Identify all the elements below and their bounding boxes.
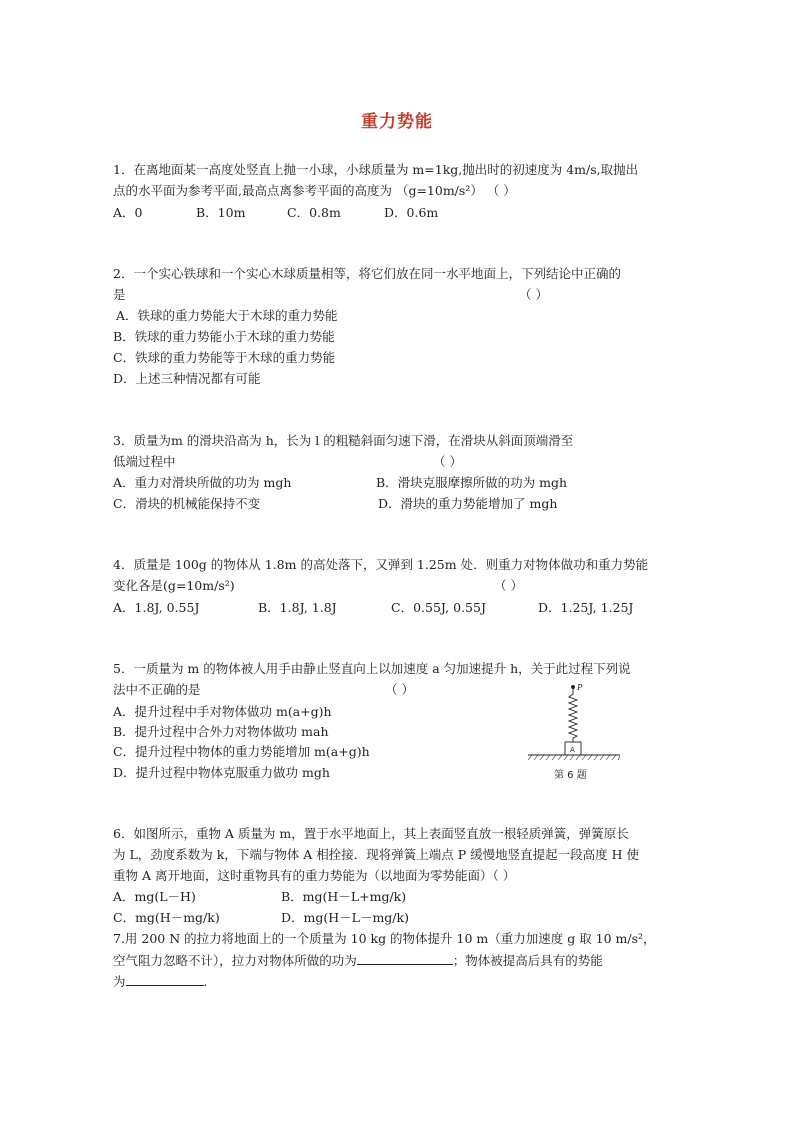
q7-work-blank[interactable] — [357, 952, 453, 965]
q1-stem-line2: 点的水平面为参考平面,最高点离参考平面的高度为 （g=10m/s²） （ ） — [113, 183, 516, 198]
q5-option-a: A．提升过程中手对物体做功 m(a+g)h — [113, 704, 332, 719]
q6-option-d: D．mg(H－L－mg/k) — [281, 910, 409, 925]
q5-stem-line1: 5．一质量为 m 的物体被人用手由静止竖直向上以加速度 a 匀加速提升 h，关于此过程下列说 — [113, 661, 631, 676]
spring — [569, 689, 577, 742]
q4-stem-line1: 4．质量是 100g 的物体从 1.8m 的高处落下，又弹到 1.25m 处．则重力对物体做功和重力势能 — [113, 557, 649, 572]
q3-option-d: D．滑块的重力势能增加了 mgh — [378, 496, 558, 511]
q4-stem-line2: 变化各是(g=10m/s²) — [113, 578, 235, 593]
block-a-label: A — [570, 746, 575, 754]
q1-stem-line1: 1．在离地面某一高度处竖直上抛一小球，小球质量为 m=1kg,抛出时的初速度为 4m/s,取抛出 — [113, 162, 639, 177]
q3-answer-paren: （ ） — [433, 454, 462, 469]
spring-block-figure — [528, 682, 624, 786]
q7-line3-text-a: 为 — [113, 974, 126, 989]
q6-option-a: A．mg(L－H) — [113, 889, 196, 904]
q7-line2-text-a: 空气阻力忽略不计），拉力对物体所做的功为 — [113, 953, 357, 968]
q7-line3-text-b: . — [203, 974, 208, 989]
q7-energy-blank[interactable] — [126, 973, 204, 986]
q2-option-d: D．上述三种情况都有可能 — [113, 371, 261, 386]
q7-stem-line3 — [113, 973, 208, 990]
q2-answer-paren: （ ） — [519, 287, 548, 302]
q1-option-a: A．0 — [113, 205, 143, 220]
q4-option-b: B．1.8J, 1.8J — [258, 600, 337, 615]
ground-hatching — [528, 755, 620, 760]
q2-stem-line1: 2．一个实心铁球和一个实心木球质量相等，将它们放在同一水平地面上，下列结论中正确的 — [113, 266, 621, 281]
q7-stem-line2 — [113, 952, 603, 969]
page-title: 重力势能 — [361, 112, 433, 132]
q7-stem-line1: 7.用 200 N 的拉力将地面上的一个质量为 10 kg 的物体提升 10 m（重力加速度 g 取 10 m/s²， — [113, 931, 656, 946]
q1-option-d: D．0.6m — [384, 205, 439, 220]
q6-stem-line2: 为 L，劲度系数为 k，下端与物体 A 相拴接．现将弹簧上端点 P 缓慢地竖直提起一段高度 H 使 — [113, 847, 640, 862]
q3-option-c: C．滑块的机械能保持不变 — [113, 496, 261, 511]
q5-answer-paren: （ ） — [385, 682, 414, 697]
q1-option-b: B．10m — [196, 205, 246, 220]
q6-option-c: C．mg(H－mg/k) — [113, 910, 220, 925]
q2-option-b: B．铁球的重力势能小于木球的重力势能 — [113, 329, 335, 344]
q6-option-b: B．mg(H－L+mg/k) — [281, 889, 407, 904]
point-p-marker — [571, 685, 575, 689]
q5-option-c: C．提升过程中物体的重力势能增加 m(a+g)h — [113, 744, 370, 759]
q1-option-c: C．0.8m — [287, 205, 341, 220]
q3-option-b: B．滑块克服摩擦所做的功为 mgh — [376, 475, 568, 490]
q3-stem-line1: 3．质量为m 的滑块沿高为 h，长为 l 的粗糙斜面匀速下滑，在滑块从斜面顶端滑至 — [113, 433, 574, 448]
q6-stem-line3: 重物 A 离开地面，这时重物具有的重力势能为（以地面为零势能面）（ ） — [113, 868, 516, 883]
q4-option-c: C．0.55J, 0.55J — [391, 600, 486, 615]
q5-option-d: D．提升过程中物体克服重力做功 mgh — [113, 765, 330, 780]
q2-option-c: C．铁球的重力势能等于木球的重力势能 — [113, 350, 336, 365]
q2-option-a: A．铁球的重力势能大于木球的重力势能 — [116, 308, 338, 323]
q5-option-b: B．提升过程中合外力对物体做功 mah — [113, 724, 329, 739]
q4-option-a: A．1.8J, 0.55J — [113, 600, 200, 615]
q4-answer-paren: （ ） — [494, 578, 523, 593]
q7-line2-text-b: ；物体被提高后具有的势能 — [452, 953, 603, 968]
point-p-label: P — [577, 683, 583, 692]
q4-option-d: D．1.25J, 1.25J — [538, 600, 634, 615]
q3-option-a: A．重力对滑块所做的功为 mgh — [113, 475, 292, 490]
q6-stem-line1: 6．如图所示，重物 A 质量为 m，置于水平地面上，其上表面竖直放一根轻质弹簧，弹簧原长 — [113, 826, 629, 841]
q2-stem-line2: 是 — [113, 287, 126, 302]
q5-stem-line2: 法中不正确的是 — [113, 682, 201, 697]
figure-caption: 第 6 题 — [554, 770, 587, 781]
q3-stem-line2: 低端过程中 — [113, 454, 176, 469]
